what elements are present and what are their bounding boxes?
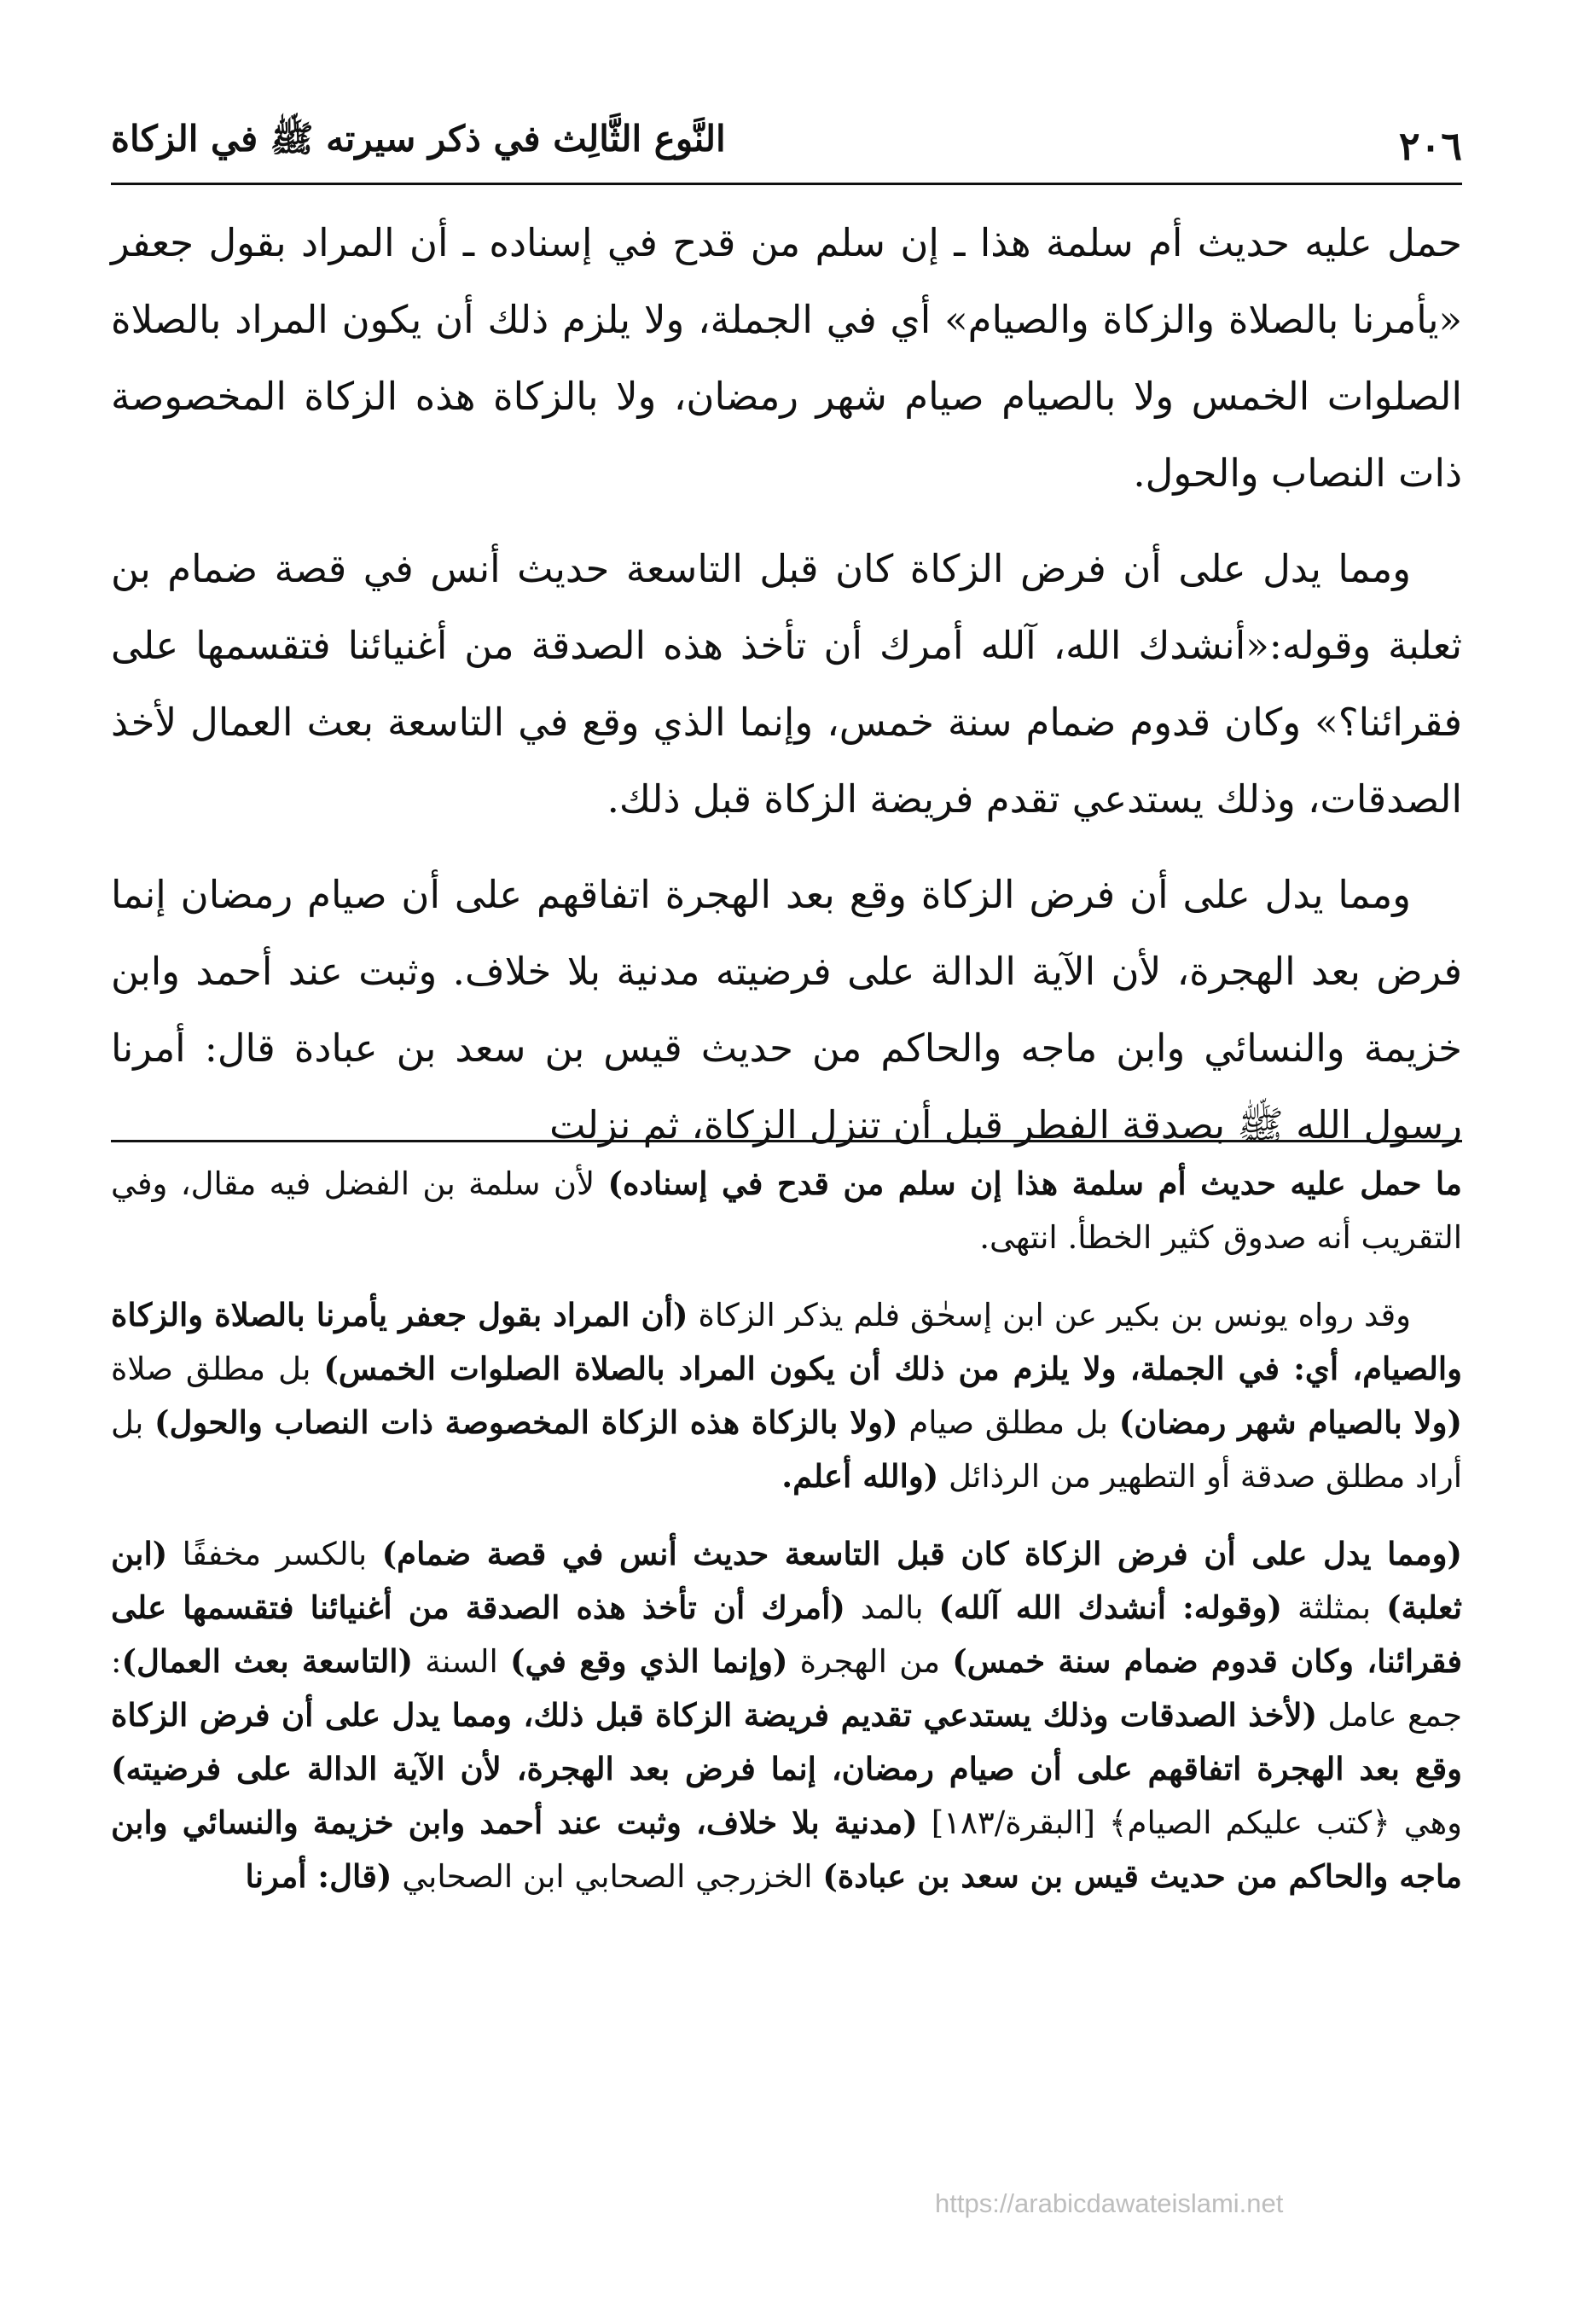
quoted-text-run: (ولا بالصيام شهر رمضان)	[1118, 1403, 1463, 1441]
commentary	[111, 1157, 1462, 1927]
explanation-run: بالمد	[845, 1589, 939, 1626]
explanation-run: السنة	[413, 1643, 510, 1680]
explanation-run: وقد رواه يونس بن بكير عن ابن إسحٰق فلم يذكر الزكاة	[688, 1297, 1412, 1333]
footnote-separator	[111, 1140, 1462, 1142]
header-rule	[111, 183, 1462, 185]
quoted-text-run: (ولا بالزكاة هذه الزكاة المخصوصة ذات النصاب والحول)	[154, 1403, 898, 1441]
explanation-run: بل أراد مطلق صدقة أو التطهير من الرذائل	[111, 1404, 1462, 1495]
explanation-run: بل مطلق صلاة	[111, 1351, 324, 1387]
quoted-text-run: (قال: أمرنا	[245, 1857, 392, 1895]
explanation-run: بمثلثة	[1282, 1589, 1387, 1626]
explanation-run: من الهجرة	[787, 1643, 953, 1680]
explanation-run: الخزرجي الصحابي ابن الصحابي	[392, 1858, 823, 1895]
main-text	[111, 205, 1462, 1182]
quoted-text-run: (والله أعلم.	[781, 1457, 939, 1495]
commentary-paragraph	[111, 1288, 1462, 1503]
quoted-text-run: (ابن ثعلبة)	[111, 1535, 1462, 1626]
commentary-paragraph	[111, 1157, 1462, 1264]
quoted-text-run: (مدنية بلا خلاف، وثبت عند أحمد وابن خزيمة والنسائي وابن ماجه والحاكم من حديث قيس بن سعد بن عبادة)	[111, 1804, 1462, 1895]
running-head: النَّوع الثَّالِث في ذكر سيرته ﷺ في الزكاة	[111, 118, 726, 160]
explanation-run: بالكسر مخففًا	[167, 1536, 382, 1572]
quoted-text-run: (التاسعة بعث العمال)	[121, 1642, 414, 1680]
quoted-text-run: (وإنما الذي وقع في)	[509, 1642, 788, 1680]
quoted-text-run: (أمرك أن تأخذ هذه الصدقة من أغنيائنا فتقسمها على فقرائنا، وكان قدوم ضمام سنة خمس)	[111, 1589, 1463, 1680]
explanation-run: : جمع عامل	[111, 1643, 1462, 1734]
explanation-run: بل مطلق صيام	[897, 1404, 1119, 1441]
quoted-text-run: (وقوله: أنشدك الله آلله)	[938, 1589, 1283, 1626]
commentary-paragraph	[111, 1527, 1462, 1903]
quoted-text-run: (أن المراد بقول جعفر يأمرنا بالصلاة والزكاة والصيام، أي: في الجملة، ولا يلزم من ذلك أن يكون المراد بالصلاة الصلوات الخمس)	[111, 1296, 1462, 1387]
main-paragraph: حمل عليه حديث أم سلمة هذا ـ إن سلم من قدح في إسناده ـ أن المراد بقول جعفر «يأمرنا بالصلاة والزكاة والصيام» أي في الجملة، ولا يلزم ذلك أن يكون المراد بالصلاة الصلوات الخمس ولا بالصيام صيام شهر رمضان، ولا بالزكاة هذه الزكاة المخصوصة ذات النصاب والحول.	[111, 220, 1462, 496]
page-number: ٢٠٦	[1398, 123, 1462, 169]
explanation-run: وهي ﴿كتب عليكم الصيام﴾ [البقرة/١٨٣]	[917, 1804, 1462, 1841]
quoted-text-run: ما حمل عليه حديث أم سلمة هذا إن سلم من قدح في إسناده)	[607, 1165, 1462, 1202]
explanation-run: لأن سلمة بن الفضل فيه مقال، وفي التقريب أنه صدوق كثير الخطأ. انتهى.	[111, 1165, 1462, 1256]
main-paragraph: ومما يدل على أن فرض الزكاة كان قبل التاسعة حديث أنس في قصة ضمام بن ثعلبة وقوله:«أنشدك الله، آلله أمرك أن تأخذ هذه الصدقة من أغنيائنا فتقسمها على فقرائنا؟» وكان قدوم ضمام سنة خمس، وإنما الذي وقع في التاسعة بعث العمال لأخذ الصدقات، وذلك يستدعي تقدم فريضة الزكاة قبل ذلك.	[111, 546, 1462, 822]
watermark-url: https://arabicdawateislami.net	[935, 2188, 1284, 2218]
main-paragraph: ومما يدل على أن فرض الزكاة وقع بعد الهجرة اتفاقهم على أن صيام رمضان إنما فرض بعد الهجرة، لأن الآية الدالة على فرضيته مدنية بلا خلاف. وثبت عند أحمد وابن خزيمة والنسائي وابن ماجه والحاكم من حديث قيس بن سعد بن عبادة قال: أمرنا رسول الله ﷺ بصدقة الفطر قبل أن تنزل الزكاة، ثم نزلت	[111, 872, 1462, 1147]
page-header	[111, 101, 1462, 169]
quoted-text-run: (ومما يدل على أن فرض الزكاة كان قبل التاسعة حديث أنس في قصة ضمام)	[381, 1535, 1462, 1572]
quoted-text-run: (لأخذ الصدقات وذلك يستدعي تقديم فريضة الزكاة قبل ذلك، ومما يدل على أن فرض الزكاة وقع بعد الهجرة اتفاقهم على أن صيام رمضان، إنما فرض بعد الهجرة، لأن الآية الدالة على فرضيته)	[111, 1696, 1462, 1787]
